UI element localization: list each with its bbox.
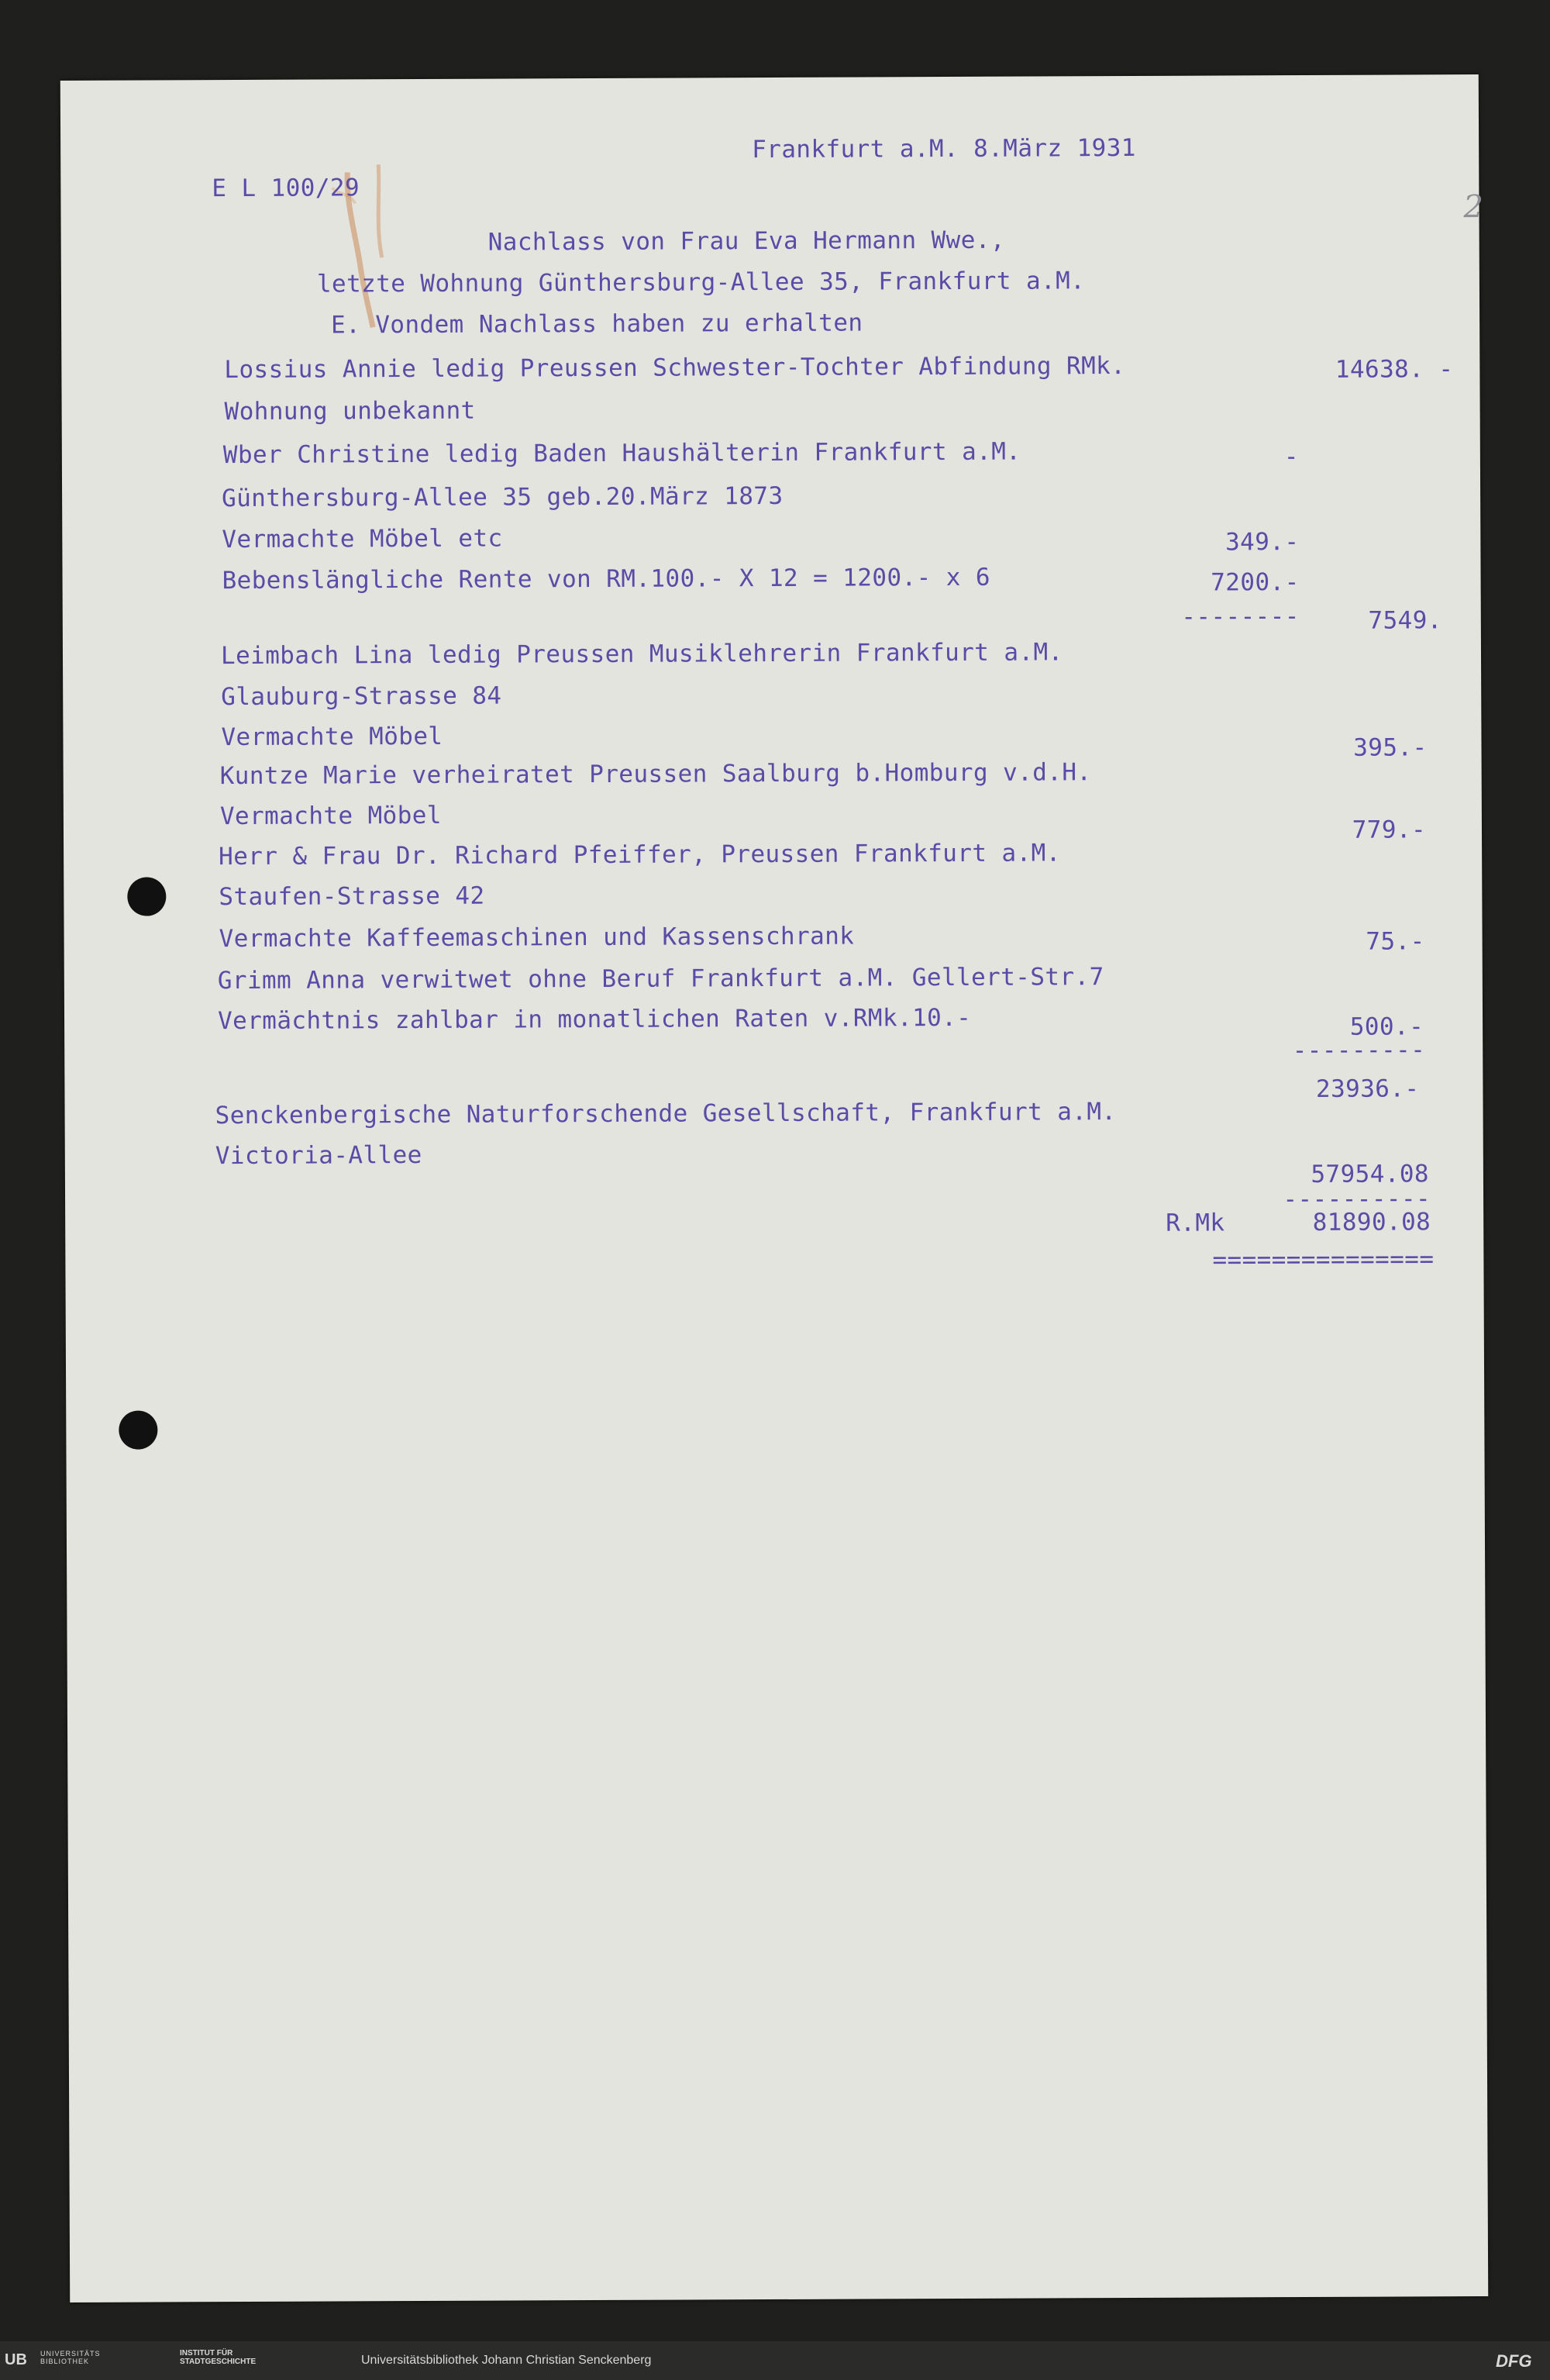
ub-logo: UB bbox=[5, 2351, 27, 2368]
amount-senckenberg: 57954.08 bbox=[1311, 1160, 1430, 1188]
ub-logo-subtitle: UNIVERSITÄTS BIBLIOTHEK bbox=[40, 2350, 101, 2365]
double-rule: =============== bbox=[1212, 1245, 1435, 1275]
entry-line: Herr & Frau Dr. Richard Pfeiffer, Preussen Frankfurt a.M. bbox=[219, 839, 1061, 871]
entry-line: Vermachte Möbel etc bbox=[222, 524, 503, 554]
entry-line: Kuntze Marie verheiratet Preussen Saalburg b.Homburg v.d.H. bbox=[219, 758, 1092, 791]
date-line: Frankfurt a.M. 8.März 1931 bbox=[752, 133, 1136, 164]
entry-line: Vermachte Möbel bbox=[219, 801, 442, 831]
heading-recipients: E. Vondem Nachlass haben zu erhalten bbox=[331, 309, 863, 340]
amount-wber-rente: 7200.- bbox=[1211, 568, 1300, 597]
entry-line: Grimm Anna verwitwet ohne Beruf Frankfurt a.M. Gellert-Str.7 bbox=[217, 963, 1104, 995]
entry-line: Glauburg-Strasse 84 bbox=[221, 681, 502, 712]
amount-wber-dash: - bbox=[1283, 443, 1299, 471]
amount-wber-total: 7549. bbox=[1368, 606, 1442, 635]
rule-total: ---------- bbox=[1283, 1185, 1431, 1214]
heading-address: letzte Wohnung Günthersburg-Allee 35, Frankfurt a.M. bbox=[316, 267, 1086, 298]
page-number: 2 bbox=[1463, 188, 1484, 226]
institute-logo: INSTITUT FÜR STADTGESCHICHTE bbox=[180, 2349, 257, 2366]
amount-kuntze: 779.- bbox=[1352, 816, 1427, 844]
reference-number: E L 100/29 bbox=[212, 174, 360, 203]
entry-line: Bebenslängliche Rente von RM.100.- X 12 = 1200.- x 6 bbox=[222, 563, 990, 595]
amount-leimbach: 395.- bbox=[1353, 733, 1428, 762]
amount-wber-moebel: 349.- bbox=[1224, 528, 1300, 557]
entry-line: Vermachte Kaffeemaschinen und Kassenschrank bbox=[219, 922, 855, 954]
entry-line: Lossius Annie ledig Preussen Schwester-Tochter Abfindung RMk. bbox=[224, 352, 1126, 385]
rule-wber: -------- bbox=[1181, 602, 1300, 631]
footer-bar bbox=[0, 2341, 1550, 2380]
entry-line: Victoria-Allee bbox=[215, 1140, 422, 1171]
entry-line: Vermachte Möbel bbox=[221, 722, 443, 752]
entry-line: Vermächtnis zahlbar in monatlichen Raten v.RMk.10.- bbox=[217, 1003, 972, 1036]
amount-lossius: 14638. - bbox=[1335, 355, 1454, 384]
amount-total: 81890.08 bbox=[1312, 1208, 1431, 1237]
amount-pfeiffer: 75.- bbox=[1366, 927, 1425, 956]
dfg-logo: DFG bbox=[1496, 2351, 1532, 2371]
amount-grimm: 500.- bbox=[1349, 1012, 1424, 1041]
entry-line: Wber Christine ledig Baden Haushälterin Frankfurt a.M. bbox=[222, 437, 1021, 470]
heading-estate: Nachlass von Frau Eva Hermann Wwe., bbox=[487, 226, 1005, 257]
punch-hole bbox=[119, 1410, 157, 1449]
document-page bbox=[60, 74, 1488, 2302]
library-credit: Universitätsbibliothek Johann Christian Senckenberg bbox=[361, 2354, 652, 2367]
entry-line: Günthersburg-Allee 35 geb.20.März 1873 bbox=[222, 481, 784, 513]
entry-line: Senckenbergische Naturforschende Gesellschaft, Frankfurt a.M. bbox=[215, 1098, 1117, 1130]
entry-line: Staufen-Strasse 42 bbox=[219, 881, 485, 912]
amount-subtotal: 23936.- bbox=[1315, 1074, 1420, 1103]
entry-line: Wohnung unbekannt bbox=[224, 396, 476, 426]
rule-subtotal: --------- bbox=[1292, 1036, 1426, 1065]
entry-line: Leimbach Lina ledig Preussen Musiklehrerin Frankfurt a.M. bbox=[220, 638, 1063, 671]
total-label: R.Mk bbox=[1166, 1209, 1225, 1237]
punch-hole bbox=[127, 877, 166, 916]
